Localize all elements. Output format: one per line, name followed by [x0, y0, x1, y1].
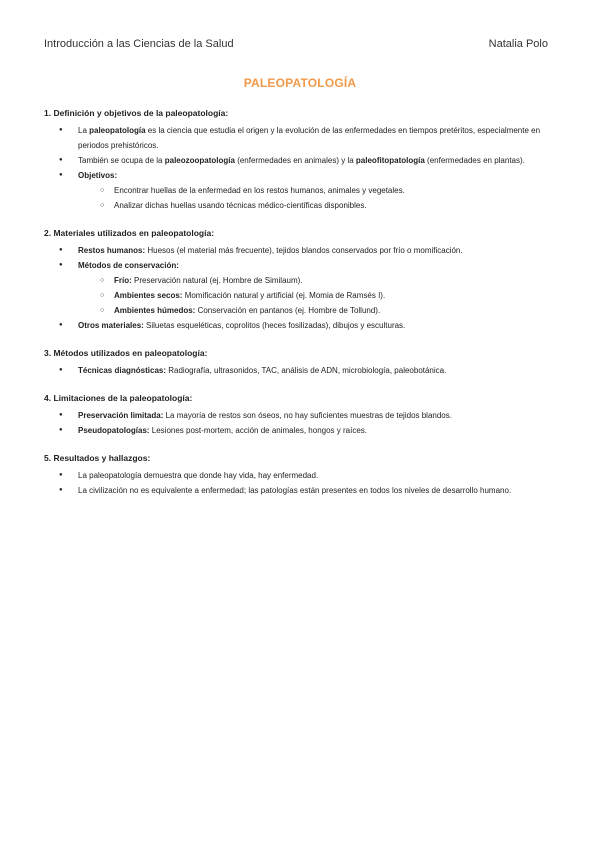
section-limitations [44, 391, 554, 438]
list-item: ● La civilización no es equivalente a enfermedad; las patologías están presentes en todos los niveles de desarrollo humano. [44, 483, 554, 498]
course-title: Introducción a las Ciencias de la Salud [44, 38, 234, 50]
author-name: Natalia Polo [488, 38, 548, 50]
bullet-list [44, 468, 554, 498]
section-heading: 3. Métodos utilizados en paleopatología: [44, 348, 208, 358]
section-methods [44, 346, 554, 378]
section-heading: 5. Resultados y hallazgos: [44, 453, 151, 463]
section-definition [44, 106, 554, 213]
list-item: ● Otros materiales: Siluetas esqueléticas, coprolitos (heces fosilizadas), dibujos y esculturas. [44, 318, 554, 333]
bullet-list [44, 408, 554, 438]
document-title: PALEOPATOLOGÍA [243, 76, 357, 90]
sub-list-item: ○ Encontrar huellas de la enfermedad en los restos humanos, animales y vegetales. [44, 183, 554, 198]
bullet-list [44, 363, 554, 378]
list-item: ● Métodos de conservación: [44, 258, 554, 273]
section-results [44, 451, 554, 498]
list-item: ● Objetivos: [44, 168, 554, 183]
list-item: ● Preservación limitada: La mayoría de restos son óseos, no hay suficientes muestras de tejidos blandos. [44, 408, 554, 423]
page-header [44, 38, 548, 50]
list-item: ● La paleopatología demuestra que donde hay vida, hay enfermedad. [44, 468, 554, 483]
sub-list-item: ○ Ambientes húmedos: Conservación en pantanos (ej. Hombre de Tollund). [44, 303, 554, 318]
list-item: ● Pseudopatologías: Lesiones post-mortem, acción de animales, hongos y raíces. [44, 423, 554, 438]
document-body [44, 106, 554, 511]
sub-list-item: ○ Analizar dichas huellas usando técnicas médico-científicas disponibles. [44, 198, 554, 213]
section-heading: 2. Materiales utilizados en paleopatología: [44, 228, 215, 238]
sub-list-item: ○ Frío: Preservación natural (ej. Hombre de Similaum). [44, 273, 554, 288]
section-heading: 4. Limitaciones de la paleopatología: [44, 393, 193, 403]
sub-list-item: ○ Ambientes secos: Momificación natural y artificial (ej. Momia de Ramsés I). [44, 288, 554, 303]
list-item: ● Técnicas diagnósticas: Radiografía, ultrasonidos, TAC, análisis de ADN, microbiología, paleobotánica. [44, 363, 554, 378]
list-item: ● La paleopatología es la ciencia que estudia el origen y la evolución de las enfermedades en tiempos pretéritos, especialmente en periodos prehistóricos. [44, 123, 554, 153]
section-heading: 1. Definición y objetivos de la paleopatología: [44, 108, 229, 118]
list-item: ● También se ocupa de la paleozoopatología (enfermedades en animales) y la paleofitopatología (enfermedades en plantas). [44, 153, 554, 168]
section-materials [44, 226, 554, 333]
bullet-list [44, 243, 554, 333]
bullet-list [44, 123, 554, 213]
list-item: ● Restos humanos: Huesos (el material más frecuente), tejidos blandos conservados por frío o momificación. [44, 243, 554, 258]
